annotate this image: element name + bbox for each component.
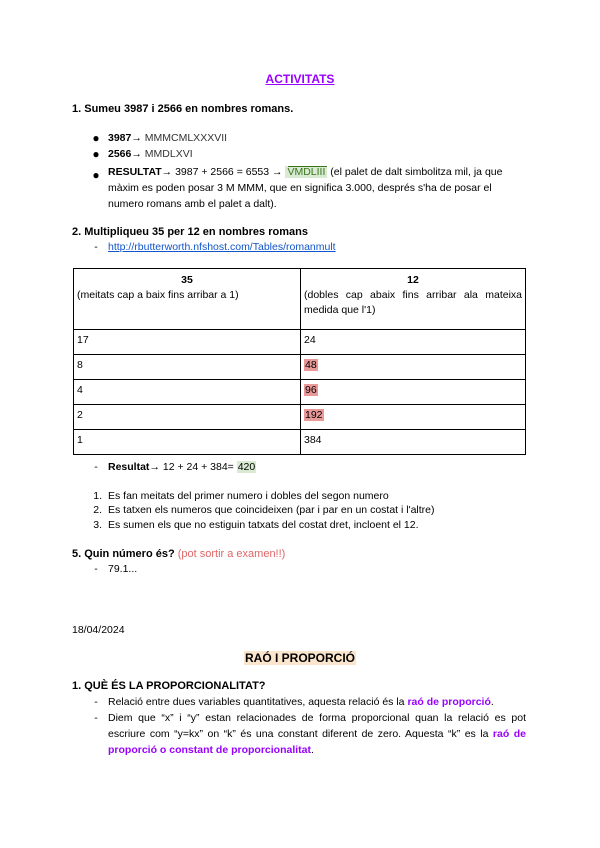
table-cell	[301, 380, 526, 405]
bullet-bold: 2566	[108, 148, 132, 160]
result-expression: 3987 + 2566 = 6553	[172, 166, 273, 178]
roman-rest: MDLIII	[294, 166, 326, 178]
header-title: 12	[407, 274, 419, 286]
cell-value: 24	[304, 334, 316, 346]
step-text: Es tatxen els numeros que coincideixen (par i par en un costat i l'altre)	[108, 504, 435, 516]
question-5-heading	[72, 548, 285, 560]
bullet-text: MMMCMLXXXVII	[141, 132, 228, 144]
result-paragraph	[108, 164, 526, 212]
definition-end: .	[490, 696, 494, 708]
step-text: Es fan meitats del primer numero i dobles del segon numero	[108, 490, 389, 502]
section-title-rao	[0, 651, 600, 665]
table-cell: 1	[74, 430, 301, 455]
multiplication-table	[73, 268, 526, 455]
table-cell: 8	[74, 355, 301, 380]
result-explanation-1: (el palet de dalt simbolitza mil, ja que	[327, 166, 503, 178]
definition-end: .	[311, 744, 314, 756]
q5-answer: 79.1...	[108, 563, 138, 575]
table-cell	[301, 430, 526, 455]
arrow-icon: →	[149, 461, 160, 473]
table-row	[74, 330, 526, 355]
table-cell	[301, 330, 526, 355]
question-5-title: 5. Quin número és?	[72, 548, 175, 560]
bullet-icon: ●	[92, 131, 100, 145]
table-cell	[301, 405, 526, 430]
table-cell: 17	[74, 330, 301, 355]
step-number: 3.	[93, 519, 102, 531]
header-subtitle: (meitats cap a baix fins arribar a 1)	[77, 289, 239, 301]
roman-result-highlight	[285, 166, 327, 178]
cell-value-highlighted: 48	[305, 359, 317, 371]
dash-bullet: -	[94, 461, 98, 473]
table-row	[74, 430, 526, 455]
definition-item-1	[108, 694, 494, 710]
bullet-text: MMDLXVI	[141, 148, 193, 160]
definition-line-1: Diem que “x” i “y” estan relacionades de forma proporcional quan la relació es pot	[108, 712, 526, 724]
definition-item-2	[108, 710, 526, 758]
exam-note: (pot sortir a examen!!)	[174, 548, 286, 560]
table-cell: 4	[74, 380, 301, 405]
table-header-cell	[301, 269, 526, 330]
result-explanation-3: numero romans amb el palet a dalt).	[108, 198, 277, 210]
result-answer-highlight: 420	[237, 461, 256, 473]
result-explanation-2: màxim es poden posar 3 M MMM, que en significa 3.000, després s'ha de posar el	[108, 182, 492, 194]
result-expression: 12 + 24 + 384=	[159, 461, 237, 473]
section-title-text: RAÓ I PROPORCIÓ	[244, 651, 355, 665]
dash-bullet: -	[94, 712, 98, 724]
table-row	[74, 355, 526, 380]
cell-value-highlighted: 96	[305, 384, 317, 396]
header-subtitle: (dobles cap abaix fins arribar ala mateixa	[304, 289, 522, 301]
arrow-icon: →	[131, 148, 142, 160]
roman-overlined: V	[287, 166, 295, 178]
highlight-term: proporció o constant de proporcionalitat	[108, 744, 312, 756]
page-title-activitats: ACTIVITATS	[265, 72, 335, 86]
date-label: 18/04/2024	[72, 624, 125, 636]
result-label: Resultat	[108, 461, 150, 473]
step-number: 2.	[93, 504, 102, 516]
multiplication-result	[108, 459, 256, 475]
table-header-cell	[74, 269, 301, 330]
dash-bullet: -	[94, 696, 98, 708]
arrow-icon: →	[272, 166, 283, 178]
cell-value-highlighted: 192	[305, 409, 323, 421]
arrow-icon: →	[131, 132, 142, 144]
cell-value: 384	[304, 434, 322, 446]
overline-bar	[288, 166, 327, 167]
table-row	[74, 405, 526, 430]
step-number: 1.	[93, 490, 102, 502]
highlight-term: raó de proporció	[407, 696, 491, 708]
arrow-icon: →	[161, 166, 173, 178]
definition-text: escriure com “y=kx” on “k” és una constant diferent de zero. Aquesta “k” es la	[108, 728, 493, 740]
bullet-icon: ●	[92, 147, 100, 161]
question-2-heading: 2. Multipliqueu 35 per 12 en nombres romans	[72, 226, 308, 238]
proporcionalitat-heading: 1. QUÈ ÉS LA PROPORCIONALITAT?	[72, 680, 266, 692]
header-title: 35	[181, 274, 193, 286]
reference-link-wrap	[108, 239, 336, 255]
result-label: RESULTAT	[108, 166, 162, 178]
reference-link[interactable]: http://rbutterworth.nfshost.com/Tables/romanmult	[108, 241, 336, 253]
table-row	[74, 380, 526, 405]
dash-bullet: -	[94, 241, 98, 253]
step-text: Es sumen els que no estiguin tatxats del costat dret, incloent el 12.	[108, 519, 419, 531]
bullet-3987	[108, 130, 227, 146]
table-cell: 2	[74, 405, 301, 430]
highlight-term: raó de	[492, 728, 526, 740]
table-header-row	[74, 269, 526, 330]
question-1-heading: 1. Sumeu 3987 i 2566 en nombres romans.	[72, 103, 294, 115]
bullet-2566	[108, 146, 193, 162]
table-cell	[301, 355, 526, 380]
bullet-icon: ●	[92, 168, 100, 182]
dash-bullet: -	[94, 563, 98, 575]
header-subtitle-cont: medida que l'1)	[304, 304, 376, 316]
definition-text: Relació entre dues variables quantitatives, aquesta relació és la	[108, 696, 408, 708]
definition-line-3	[108, 742, 526, 758]
bullet-bold: 3987	[108, 132, 132, 144]
definition-line-2	[108, 726, 526, 742]
